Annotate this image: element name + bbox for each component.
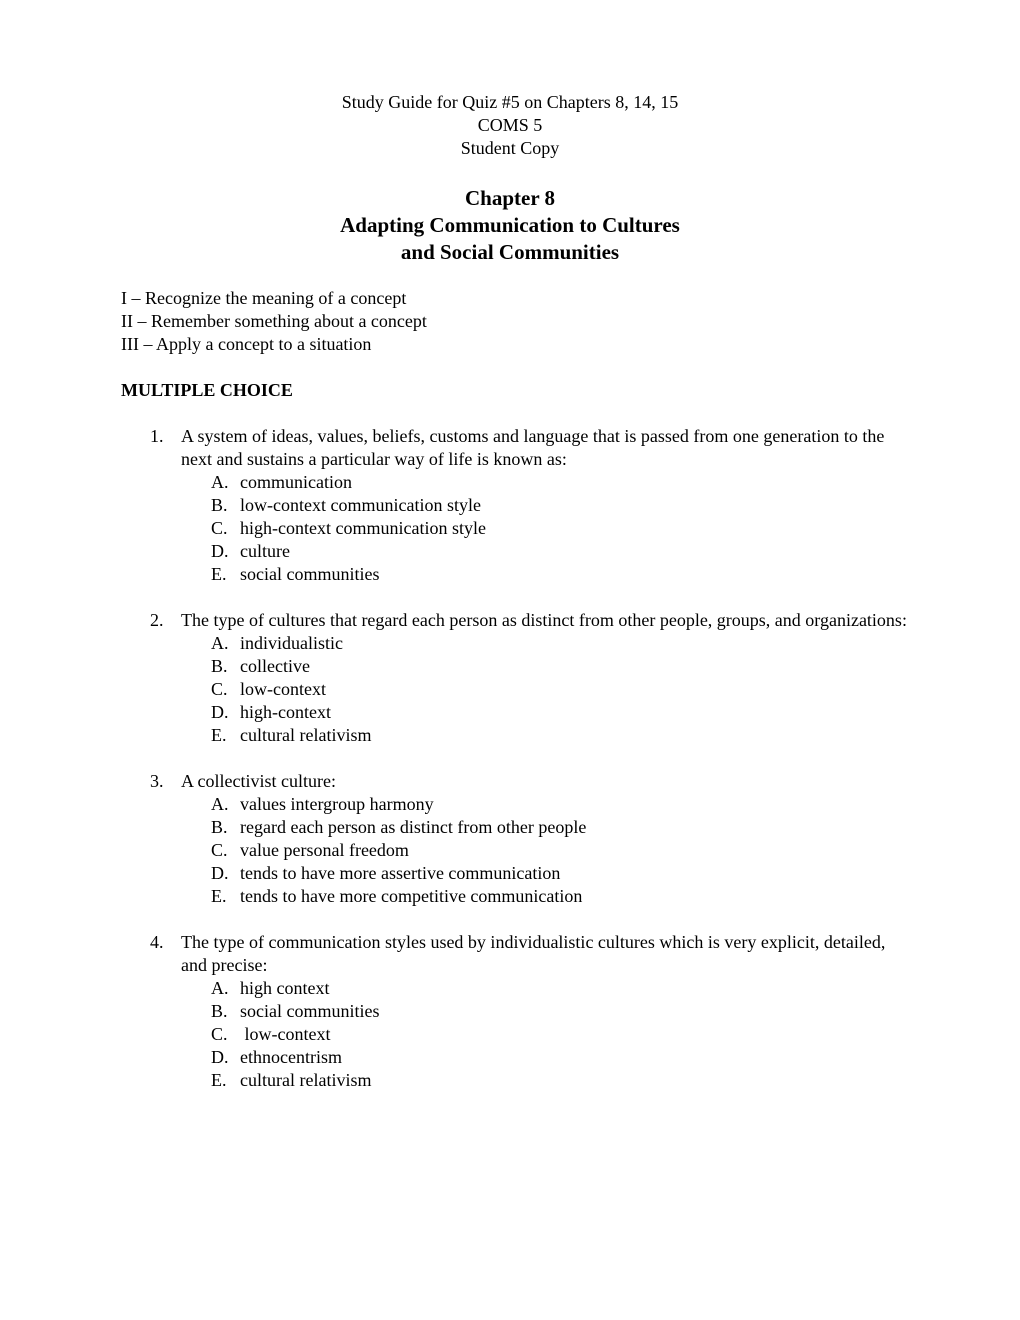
option-letter: E. — [211, 564, 227, 584]
question-1 — [150, 425, 910, 586]
option-c — [181, 678, 910, 701]
section-title: MULTIPLE CHOICE — [121, 380, 293, 400]
option-d — [181, 701, 910, 724]
header-course: COMS 5 — [477, 115, 543, 135]
option-text: regard each person as distinct from other people — [240, 817, 587, 837]
question-text: The type of communication styles used by individualistic cultures which is very explicit, detailed, and precise: — [181, 932, 886, 975]
question-text: The type of cultures that regard each person as distinct from other people, groups, and organizations: — [181, 610, 907, 630]
option-letter: C. — [211, 518, 228, 538]
option-text: individualistic — [240, 633, 343, 653]
option-text: high-context communication style — [240, 518, 486, 538]
option-letter: B. — [211, 817, 228, 837]
option-letter: B. — [211, 656, 228, 676]
option-letter: C. — [211, 1024, 228, 1044]
option-text: high-context — [240, 702, 331, 722]
level-2: II – Remember something about a concept — [121, 311, 427, 331]
option-letter: A. — [211, 978, 229, 998]
option-text: values intergroup harmony — [240, 794, 434, 814]
question-number: 3. — [150, 771, 164, 791]
option-text: high context — [240, 978, 330, 998]
option-b — [181, 494, 910, 517]
question-2 — [150, 609, 910, 747]
option-letter: E. — [211, 886, 227, 906]
header-copy-type: Student Copy — [460, 138, 560, 158]
chapter-heading — [0, 185, 1020, 266]
option-c — [181, 839, 910, 862]
option-c — [181, 517, 910, 540]
document-header — [0, 91, 1020, 160]
option-letter: A. — [211, 633, 229, 653]
chapter-number: Chapter 8 — [464, 186, 556, 210]
option-text: ethnocentrism — [240, 1047, 342, 1067]
option-a — [181, 793, 910, 816]
option-b — [181, 1000, 910, 1023]
question-list — [150, 425, 910, 1115]
option-d — [181, 1046, 910, 1069]
option-e — [181, 1069, 910, 1092]
level-1: I – Recognize the meaning of a concept — [121, 288, 407, 308]
option-b — [181, 655, 910, 678]
option-letter: C. — [211, 840, 228, 860]
level-3: III – Apply a concept to a situation — [121, 334, 372, 354]
option-d — [181, 540, 910, 563]
option-letter: C. — [211, 679, 228, 699]
question-text: A collectivist culture: — [181, 771, 336, 791]
option-letter: D. — [211, 1047, 229, 1067]
option-c — [181, 1023, 910, 1046]
option-a — [181, 471, 910, 494]
question-3 — [150, 770, 910, 908]
option-letter: D. — [211, 541, 229, 561]
option-letter: D. — [211, 702, 229, 722]
question-number: 2. — [150, 610, 164, 630]
option-text: low-context — [240, 1024, 331, 1044]
option-text: low-context communication style — [240, 495, 481, 515]
header-title: Study Guide for Quiz #5 on Chapters 8, 14, 15 — [341, 92, 679, 112]
option-text: low-context — [240, 679, 326, 699]
option-text: value personal freedom — [240, 840, 409, 860]
option-b — [181, 816, 910, 839]
question-number: 1. — [150, 426, 164, 446]
option-text: tends to have more competitive communication — [240, 886, 583, 906]
option-text: tends to have more assertive communication — [240, 863, 561, 883]
option-text: social communities — [240, 564, 380, 584]
option-text: social communities — [240, 1001, 380, 1021]
option-text: communication — [240, 472, 352, 492]
question-text: A system of ideas, values, beliefs, customs and language that is passed from one generation to the next and sustains a particular way of life is known as: — [181, 426, 885, 469]
question-4 — [150, 931, 910, 1092]
option-text: cultural relativism — [240, 1070, 372, 1090]
option-e — [181, 724, 910, 747]
option-letter: B. — [211, 495, 228, 515]
option-d — [181, 862, 910, 885]
option-letter: B. — [211, 1001, 228, 1021]
question-number: 4. — [150, 932, 164, 952]
option-letter: E. — [211, 725, 227, 745]
option-letter: A. — [211, 472, 229, 492]
option-letter: D. — [211, 863, 229, 883]
option-text: cultural relativism — [240, 725, 372, 745]
option-text: collective — [240, 656, 310, 676]
chapter-title-line1: Adapting Communication to Cultures — [340, 213, 680, 237]
option-letter: E. — [211, 1070, 227, 1090]
option-text: culture — [240, 541, 290, 561]
level-legend — [121, 287, 427, 356]
option-e — [181, 885, 910, 908]
option-e — [181, 563, 910, 586]
option-letter: A. — [211, 794, 229, 814]
chapter-title-line2: and Social Communities — [400, 240, 620, 264]
option-a — [181, 632, 910, 655]
option-a — [181, 977, 910, 1000]
